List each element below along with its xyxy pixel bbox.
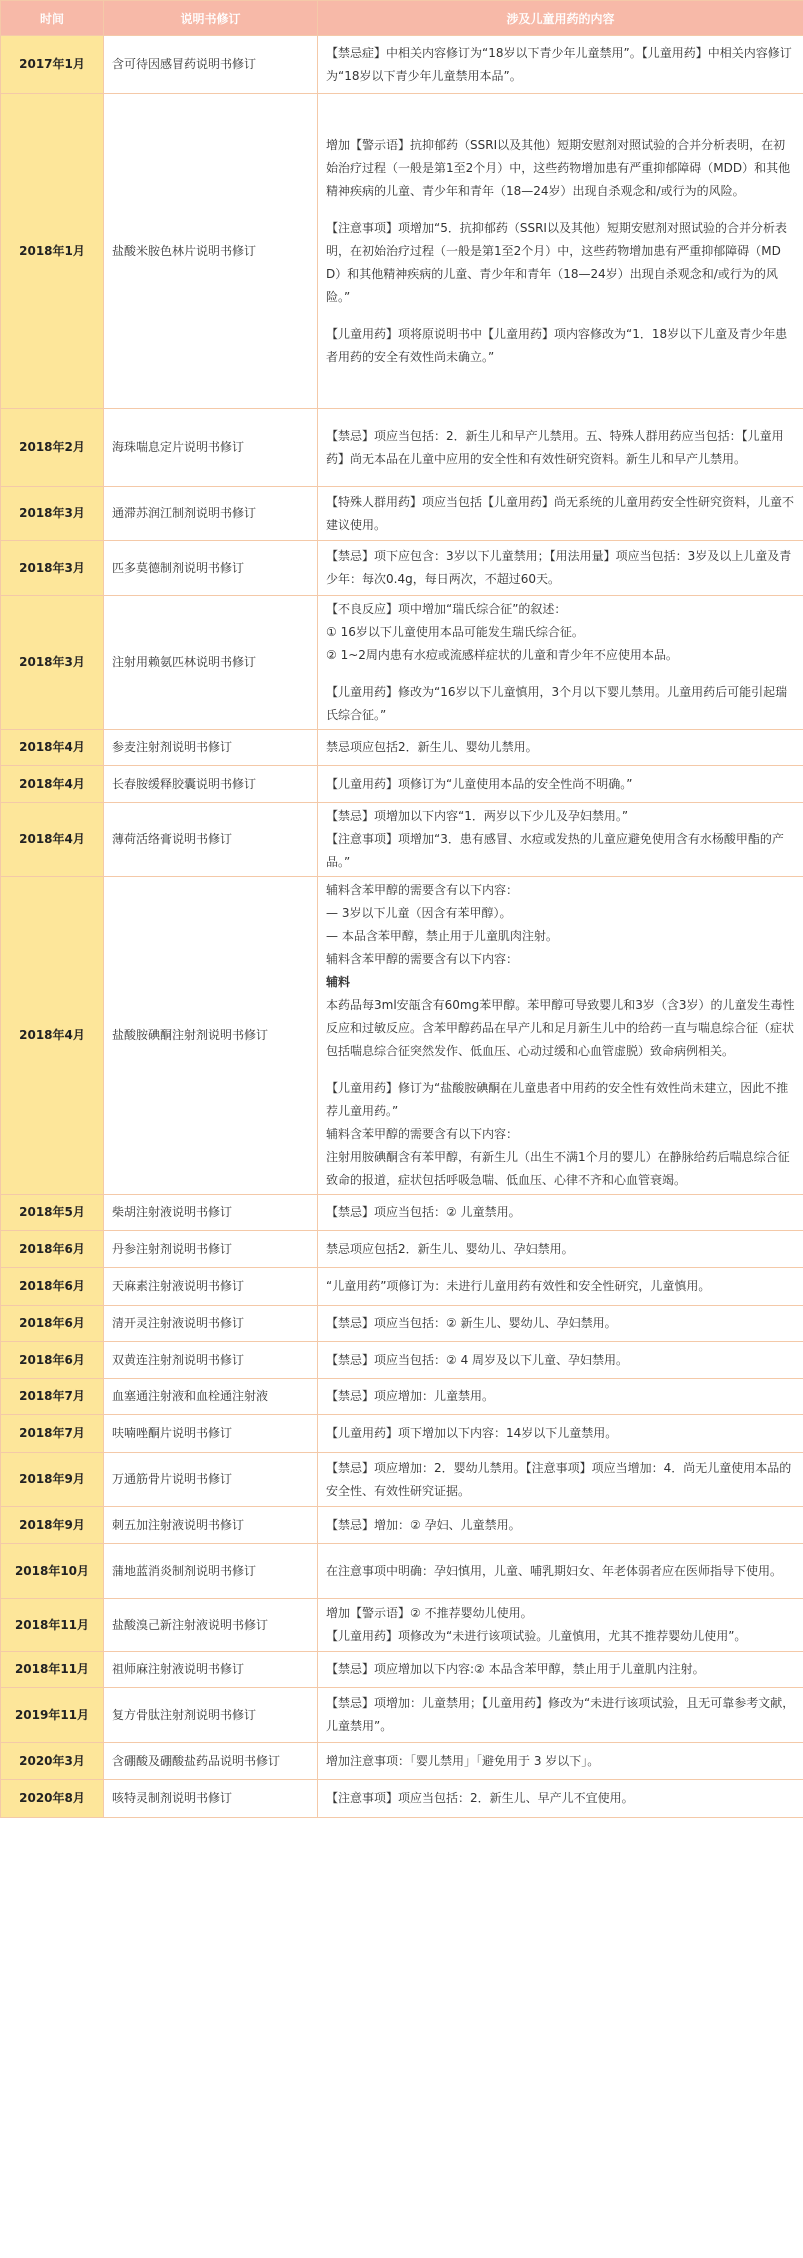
table-row [1,1379,803,1415]
content-paragraph: ① 16岁以下儿童使用本品可能发生瑞氏综合征。 [326,625,584,639]
content-paragraph: 禁忌项应包括2．新生儿、婴幼儿禁用。 [326,740,538,754]
content-paragraph: 【儿童用药】修改为“16岁以下儿童慎用，3个月以下婴儿禁用。儿童用药后可能引起瑞氏综合征。” [326,685,788,722]
row-content [318,1688,803,1743]
table-row [1,1599,803,1652]
row-date: 2018年3月 [1,487,104,541]
row-content [318,1306,803,1342]
table-row [1,1507,803,1544]
row-content [318,730,803,766]
row-date: 2018年11月 [1,1652,104,1688]
row-content [318,1453,803,1507]
content-paragraph: 【禁忌】项应增加：儿童禁用。 [326,1389,495,1403]
table-row [1,766,803,803]
header-doc: 说明书修订 [104,1,318,36]
row-content [318,766,803,803]
table-row [1,1743,803,1780]
row-document: 蒲地蓝消炎制剂说明书修订 [104,1544,318,1599]
row-date: 2018年6月 [1,1231,104,1268]
content-paragraph: 【注意事项】项应当包括：2．新生儿、早产儿不宜使用。 [326,1791,634,1805]
row-date: 2018年2月 [1,409,104,487]
row-content [318,1195,803,1231]
content-paragraph: 【注意事项】项增加“3．患有感冒、水痘或发热的儿童应避免使用含有水杨酸甲酯的产品。” [326,832,784,869]
row-document: 万通筋骨片说明书修订 [104,1453,318,1507]
row-date: 2018年6月 [1,1306,104,1342]
header-date: 时间 [1,1,104,36]
row-document: 含可待因感冒药说明书修订 [104,36,318,94]
table-row [1,487,803,541]
row-document: 祖师麻注射液说明书修订 [104,1652,318,1688]
row-content [318,1507,803,1544]
content-paragraph: — 本品含苯甲醇，禁止用于儿童肌肉注射。 [326,929,558,943]
content-paragraph: 禁忌项应包括2．新生儿、婴幼儿、孕妇禁用。 [326,1241,574,1256]
row-content [318,1599,803,1652]
row-content [318,409,803,487]
row-content [318,541,803,596]
row-date: 2018年9月 [1,1453,104,1507]
table-row [1,94,803,409]
row-date: 2018年5月 [1,1195,104,1231]
row-document: 呋喃唑酮片说明书修订 [104,1415,318,1453]
row-content [318,1268,803,1306]
row-document: 盐酸溴己新注射液说明书修订 [104,1599,318,1652]
row-date: 2020年8月 [1,1780,104,1818]
content-paragraph: 【儿童用药】项下增加以下内容：14岁以下儿童禁用。 [326,1426,618,1440]
row-date: 2018年1月 [1,94,104,409]
table-row [1,1268,803,1306]
row-document: 双黄连注射剂说明书修订 [104,1342,318,1379]
row-document: 血塞通注射液和血栓通注射液 [104,1379,318,1415]
table-row [1,1415,803,1453]
row-date: 2018年4月 [1,730,104,766]
content-paragraph: 【儿童用药】项将原说明书中【儿童用药】项内容修改为“1．18岁以下儿童及青少年患者用药的安全有效性尚未确立。” [326,326,788,364]
content-paragraph: 【禁忌】项应当包括：② 儿童禁用。 [326,1205,521,1219]
content-paragraph: 【禁忌】项应当包括：2．新生儿和早产儿禁用。五、特殊人群用药应当包括：【儿童用药】尚无本品在儿童中应用的安全性和有效性研究资料。新生儿和早产儿禁用。 [326,428,784,466]
content-paragraph: 【特殊人群用药】项应当包括【儿童用药】尚无系统的儿童用药安全性研究资料，儿童不建议使用。 [326,494,795,532]
row-document: 咳特灵制剂说明书修订 [104,1780,318,1818]
content-paragraph: 【儿童用药】项修改为“未进行该项试验。儿童慎用，尤其不推荐婴幼儿使用”。 [326,1629,747,1643]
row-document: 盐酸米胺色林片说明书修订 [104,94,318,409]
row-document: 参麦注射剂说明书修订 [104,730,318,766]
row-content [318,1652,803,1688]
row-document: 清开灵注射液说明书修订 [104,1306,318,1342]
row-content [318,1379,803,1415]
row-document: 匹多莫德制剂说明书修订 [104,541,318,596]
row-document: 刺五加注射液说明书修订 [104,1507,318,1544]
row-document: 盐酸胺碘酮注射剂说明书修订 [104,877,318,1195]
content-paragraph: 增加【警示语】② 不推荐婴幼儿使用。 [326,1606,533,1620]
row-content [318,596,803,730]
content-paragraph: 【禁忌症】中相关内容修订为“18岁以下青少年儿童禁用”。【儿童用药】中相关内容修订为“18岁以下青少年儿童禁用本品”。 [326,45,792,83]
row-date: 2017年1月 [1,36,104,94]
table-header-row [1,1,803,36]
content-paragraph: 【禁忌】项下应包含：3岁以下儿童禁用；【用法用量】项应当包括：3岁及以上儿童及青少年：每次0.4g，每日两次，不超过60天。 [326,549,792,586]
row-content [318,1342,803,1379]
row-date: 2018年9月 [1,1507,104,1544]
table-row [1,36,803,94]
table-row [1,1688,803,1743]
row-date: 2020年3月 [1,1743,104,1780]
row-content [318,94,803,409]
table-row [1,409,803,487]
row-date: 2018年10月 [1,1544,104,1599]
content-paragraph: 【禁忌】项增加：儿童禁用；【儿童用药】修改为“未进行该项试验，且无可靠参考文献，儿童禁用”。 [326,1696,795,1733]
content-paragraph: 辅料 [326,975,351,989]
row-content [318,487,803,541]
row-date: 2018年4月 [1,766,104,803]
table-body [1,36,803,1818]
row-date: 2018年7月 [1,1379,104,1415]
row-document: 丹参注射剂说明书修订 [104,1231,318,1268]
content-paragraph: 辅料含苯甲醇的需要含有以下内容： [326,1127,519,1141]
row-date: 2018年6月 [1,1268,104,1306]
header-content: 涉及儿童用药的内容 [318,1,803,36]
row-content [318,1780,803,1818]
table-row [1,1231,803,1268]
row-content [318,1743,803,1780]
table-row [1,1342,803,1379]
table-row [1,541,803,596]
row-document: 长春胺缓释胶囊说明书修订 [104,766,318,803]
content-paragraph: “儿童用药”项修订为：未进行儿童用药有效性和安全性研究，儿童慎用。 [326,1279,711,1293]
table-row [1,1544,803,1599]
content-paragraph: 【禁忌】项应当包括：② 4 周岁及以下儿童、孕妇禁用。 [326,1352,629,1367]
table-row [1,877,803,1195]
content-paragraph: 【禁忌】项应增加：2．婴幼儿禁用。【注意事项】项应当增加：4．尚无儿童使用本品的安全性、有效性研究证据。 [326,1460,792,1498]
row-date: 2018年3月 [1,541,104,596]
table-row [1,1306,803,1342]
row-date: 2018年7月 [1,1415,104,1453]
table-row [1,1652,803,1688]
row-content [318,1231,803,1268]
content-paragraph: 【儿童用药】项修订为“儿童使用本品的安全性尚不明确。” [326,776,633,791]
row-document: 注射用赖氨匹林说明书修订 [104,596,318,730]
table-row [1,730,803,766]
row-date: 2019年11月 [1,1688,104,1743]
row-document: 复方骨肽注射剂说明书修订 [104,1688,318,1743]
content-paragraph: 【不良反应】项中增加“瑞氏综合征”的叙述： [326,602,567,616]
content-paragraph: 辅料含苯甲醇的需要含有以下内容： [326,883,519,897]
row-document: 含硼酸及硼酸盐药品说明书修订 [104,1743,318,1780]
row-date: 2018年4月 [1,877,104,1195]
content-paragraph: 【禁忌】增加：② 孕妇、儿童禁用。 [326,1517,521,1532]
content-paragraph: ② 1~2周内患有水痘或流感样症状的儿童和青少年不应使用本品。 [326,648,678,662]
row-content [318,1415,803,1453]
content-paragraph: — 3岁以下儿童（因含有苯甲醇）。 [326,906,512,920]
table-row [1,803,803,877]
row-document: 天麻素注射液说明书修订 [104,1268,318,1306]
content-paragraph: 注射用胺碘酮含有苯甲醇，有新生儿（出生不满1个月的婴儿）在静脉给药后喘息综合征致命的报道，症状包括呼吸急喘、低血压、心律不齐和心血管衰竭。 [326,1150,790,1187]
content-paragraph: 【禁忌】项应增加以下内容:② 本品含苯甲醇，禁止用于儿童肌内注射。 [326,1662,705,1676]
row-date: 2018年3月 [1,596,104,730]
row-content [318,803,803,877]
table-row [1,1195,803,1231]
content-paragraph: 增加注意事项：「婴儿禁用」「避免用于 3 岁以下」。 [326,1753,600,1768]
content-paragraph: 辅料含苯甲醇的需要含有以下内容： [326,952,519,966]
table-row [1,1453,803,1507]
content-paragraph: 【注意事项】项增加“5．抗抑郁药（SSRI以及其他）短期安慰剂对照试验的合并分析表明，在初始治疗过程（一般是第1至2个月）中，这些药物增加患有严重抑郁障碍（MDD）和其他精神疾病的儿童、青少年和青年（18—24岁）出现自杀观念和/或行为的风险。” [326,220,787,304]
row-content [318,877,803,1195]
content-paragraph: 【禁忌】项应当包括：② 新生儿、婴幼儿、孕妇禁用。 [326,1316,617,1330]
row-document: 柴胡注射液说明书修订 [104,1195,318,1231]
row-content [318,36,803,94]
content-paragraph: 【禁忌】项增加以下内容“1．两岁以下少儿及孕妇禁用。” [326,809,629,823]
row-date: 2018年6月 [1,1342,104,1379]
content-paragraph: 本药品每3ml安瓿含有60mg苯甲醇。苯甲醇可导致婴儿和3岁（含3岁）的儿童发生毒性反应和过敏反应。含苯甲醇药品在早产儿和足月新生儿中的给药一直与喘息综合征（症状包括喘息综合征突然发作、低血压、心动过缓和心血管虚脱）致命病例相关。 [326,998,795,1058]
content-paragraph: 【儿童用药】修订为“盐酸胺碘酮在儿童患者中用药的安全性有效性尚未建立，因此不推荐儿童用药。” [326,1081,789,1118]
row-date: 2018年4月 [1,803,104,877]
row-document: 通滞苏润江制剂说明书修订 [104,487,318,541]
row-content [318,1544,803,1599]
content-paragraph: 在注意事项中明确：孕妇慎用，儿童、哺乳期妇女、年老体弱者应在医师指导下使用。 [326,1563,783,1578]
row-date: 2018年11月 [1,1599,104,1652]
table-row [1,596,803,730]
row-document: 薄荷活络膏说明书修订 [104,803,318,877]
table-row [1,1780,803,1818]
row-document: 海珠喘息定片说明书修订 [104,409,318,487]
content-paragraph: 增加【警示语】抗抑郁药（SSRI以及其他）短期安慰剂对照试验的合并分析表明，在初始治疗过程（一般是第1至2个月）中，这些药物增加患有严重抑郁障碍（MDD）和其他精神疾病的儿童、青少年和青年（18—24岁）出现自杀观念和/或行为的风险。 [326,137,791,198]
